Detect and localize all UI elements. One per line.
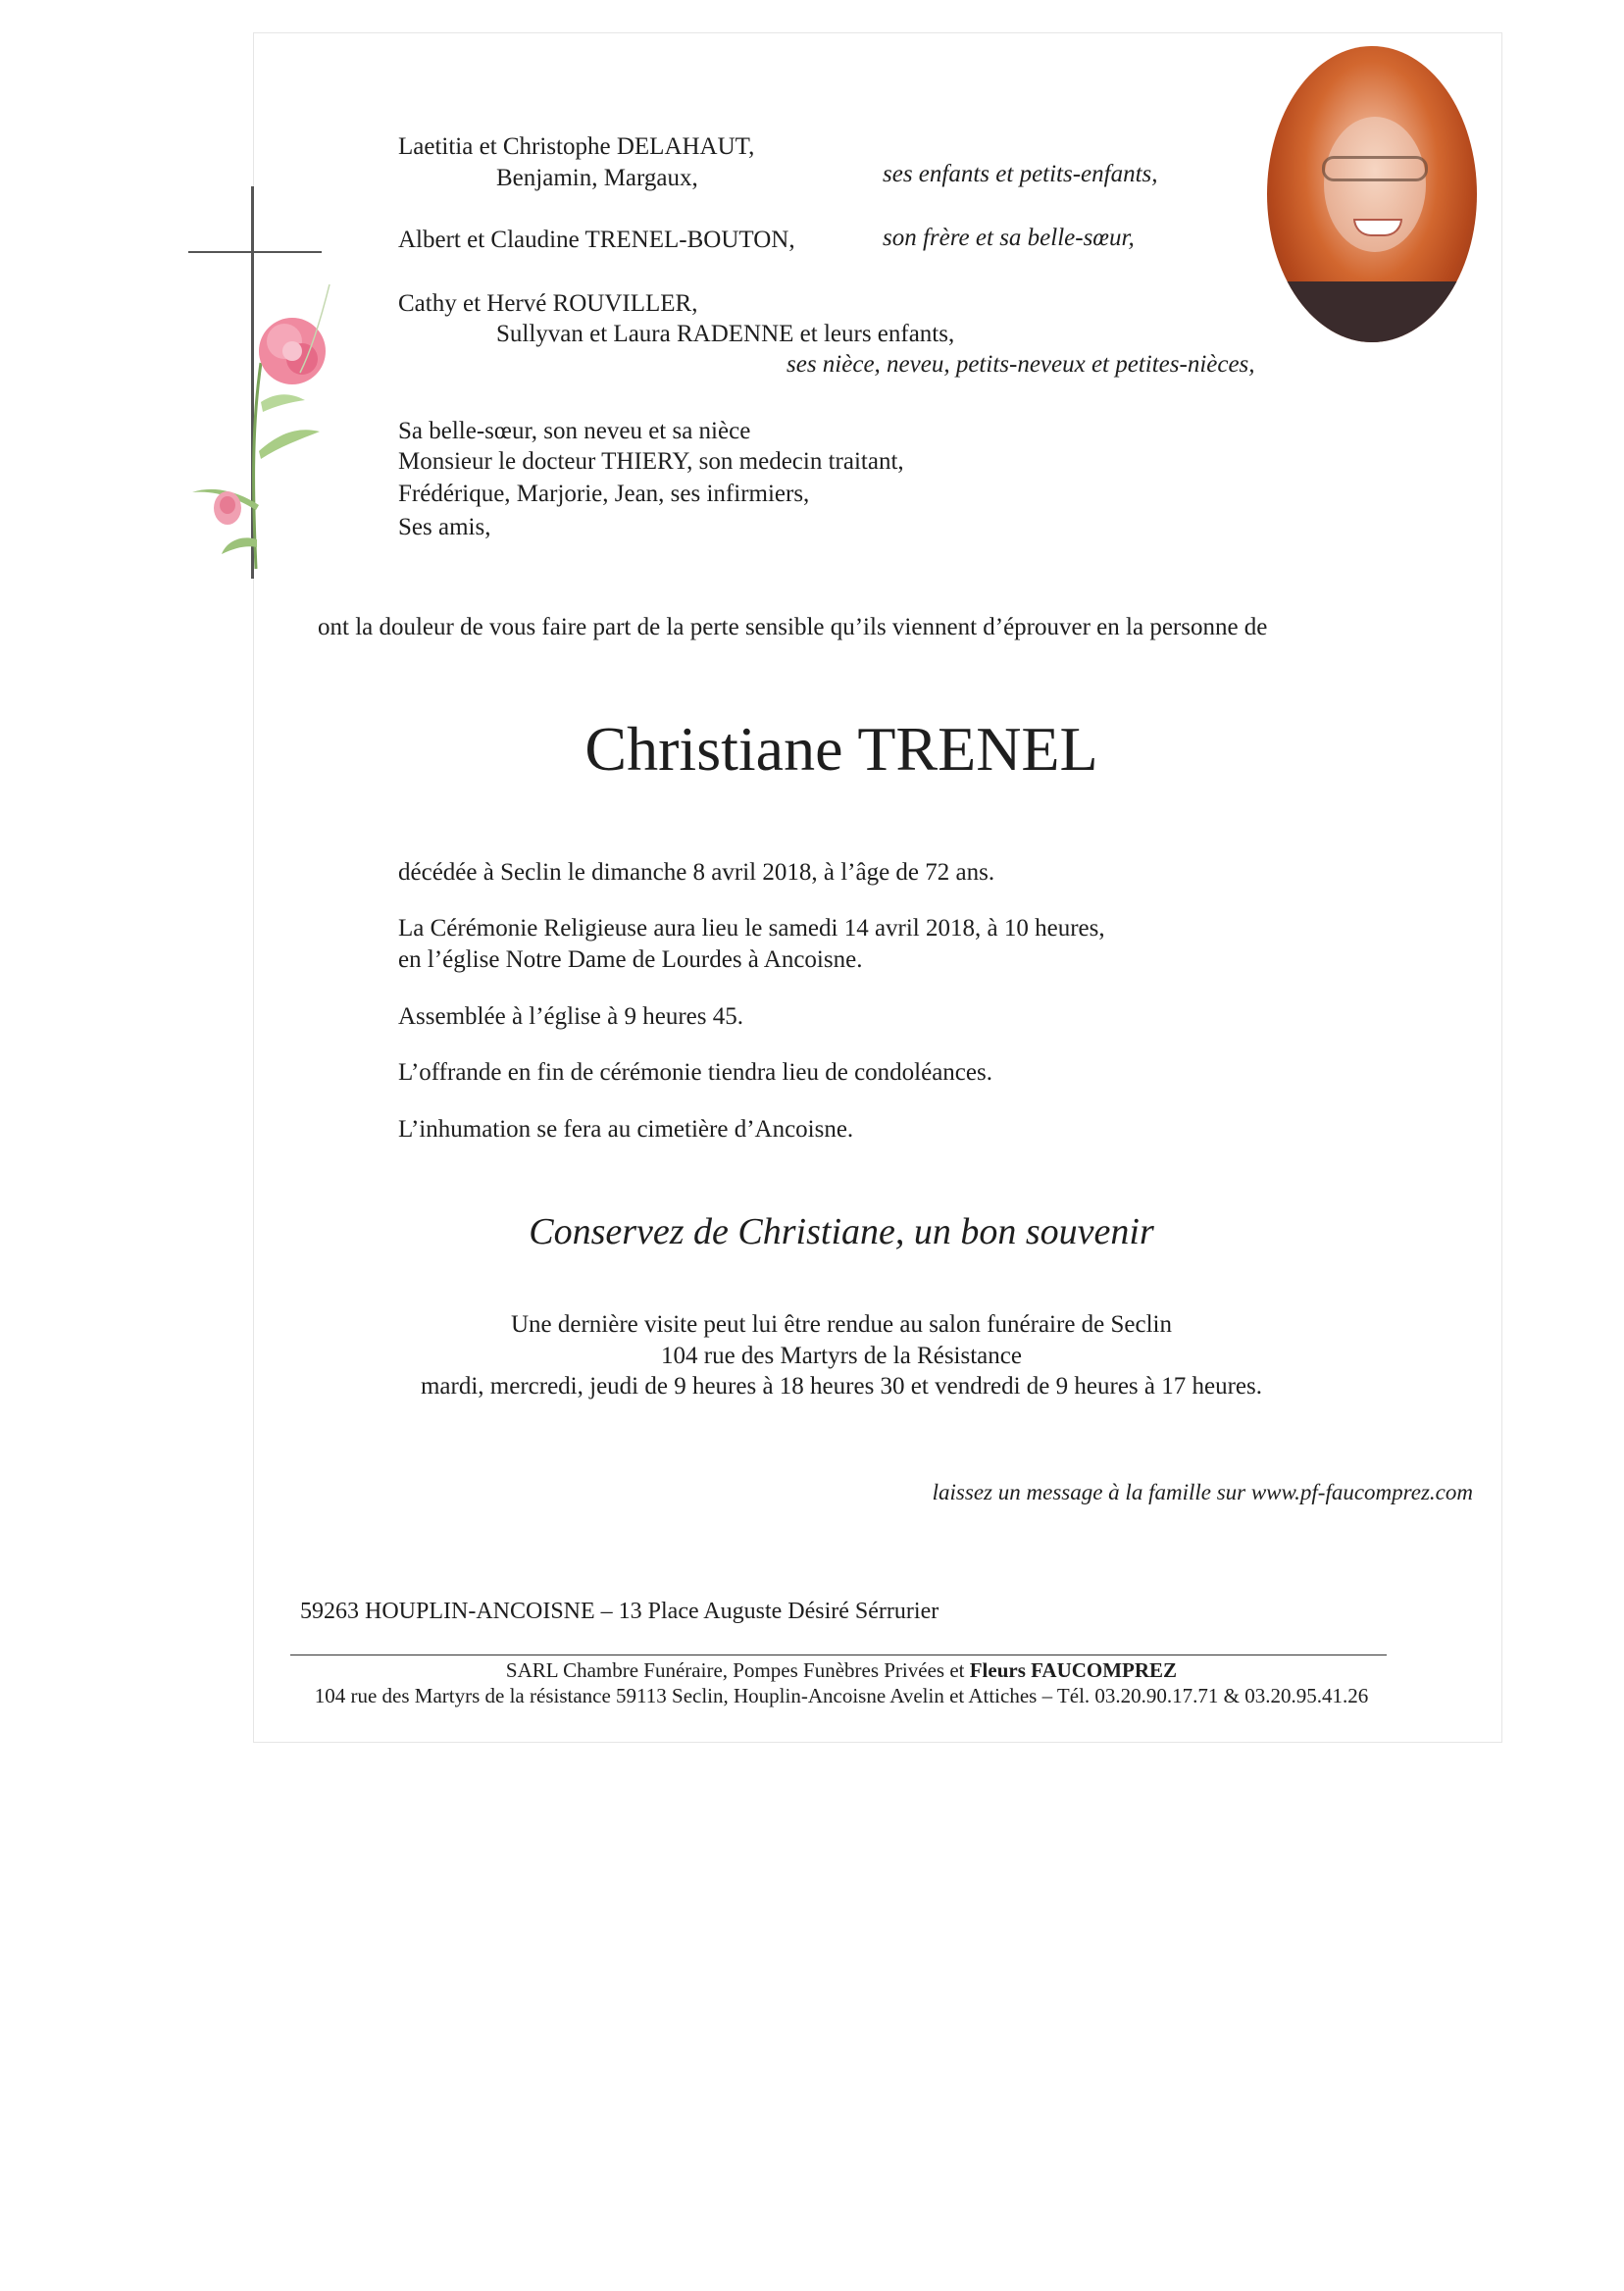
ceremony-line-1: La Cérémonie Religieuse aura lieu le samedi 14 avril 2018, à 10 heures,: [398, 915, 1105, 942]
visit-line-2: 104 rue des Martyrs de la Résistance: [661, 1343, 1022, 1369]
company-prefix: SARL Chambre Funéraire, Pompes Funèbres Privées et: [505, 1658, 970, 1682]
family-line-7: Monsieur le docteur THIERY, son medecin traitant,: [398, 448, 904, 475]
family-line-5: Sullyvan et Laura RADENNE et leurs enfants,: [496, 321, 955, 347]
memorial-motto: Conservez de Christiane, un bon souvenir: [529, 1211, 1154, 1252]
family-line-6: Sa belle-sœur, son neveu et sa nièce: [398, 418, 751, 444]
visit-line-3: mardi, mercredi, jeudi de 9 heures à 18 heures 30 et vendredi de 9 heures à 17 heures.: [420, 1373, 1262, 1400]
condolence-message-link[interactable]: laissez un message à la famille sur www.pf-faucomprez.com: [932, 1480, 1473, 1504]
relation-siblings: son frère et sa belle-sœur,: [883, 225, 1135, 251]
family-line-4: Cathy et Hervé ROUVILLER,: [398, 290, 698, 317]
family-line-9: Ses amis,: [398, 514, 491, 540]
company-contact: 104 rue des Martyrs de la résistance 59113 Seclin, Houplin-Ancoisne Avelin et Attiches – Tél. 03.20.90.17.71 & 03.20.95.41.26: [314, 1684, 1369, 1707]
company-line: [253, 1657, 1430, 1683]
death-details: décédée à Seclin le dimanche 8 avril 2018, à l’âge de 72 ans.: [398, 859, 995, 886]
ceremony-line-2: en l’église Notre Dame de Lourdes à Ancoisne.: [398, 946, 863, 973]
family-line-3: Albert et Claudine TRENEL-BOUTON,: [398, 227, 795, 253]
assembly-text: Assemblée à l’église à 9 heures 45.: [398, 1003, 743, 1030]
offering-text: L’offrande en fin de cérémonie tiendra lieu de condoléances.: [398, 1059, 992, 1086]
address-text: 59263 HOUPLIN-ANCOISNE – 13 Place Auguste Désiré Sérrurier: [300, 1599, 939, 1624]
flower-icon: [182, 284, 349, 579]
family-line-2: Benjamin, Margaux,: [496, 165, 698, 191]
family-line-8: Frédérique, Marjorie, Jean, ses infirmiers,: [398, 481, 810, 507]
portrait-photo: [1267, 46, 1477, 342]
relation-nieces: ses nièce, neveu, petits-neveux et petites-nièces,: [787, 351, 1255, 378]
company-brand: Fleurs FAUCOMPREZ: [969, 1658, 1178, 1682]
cross-bar: [188, 251, 322, 253]
burial-text: L’inhumation se fera au cimetière d’Ancoisne.: [398, 1116, 854, 1143]
family-line-1: Laetitia et Christophe DELAHAUT,: [398, 133, 755, 160]
announcement-text: ont la douleur de vous faire part de la perte sensible qu’ils viennent d’éprouver en la personne de: [318, 614, 1268, 640]
relation-children: ses enfants et petits-enfants,: [883, 161, 1158, 187]
deceased-name: Christiane TRENEL: [584, 714, 1098, 784]
visit-line-1: Une dernière visite peut lui être rendue au salon funéraire de Seclin: [510, 1311, 1173, 1338]
